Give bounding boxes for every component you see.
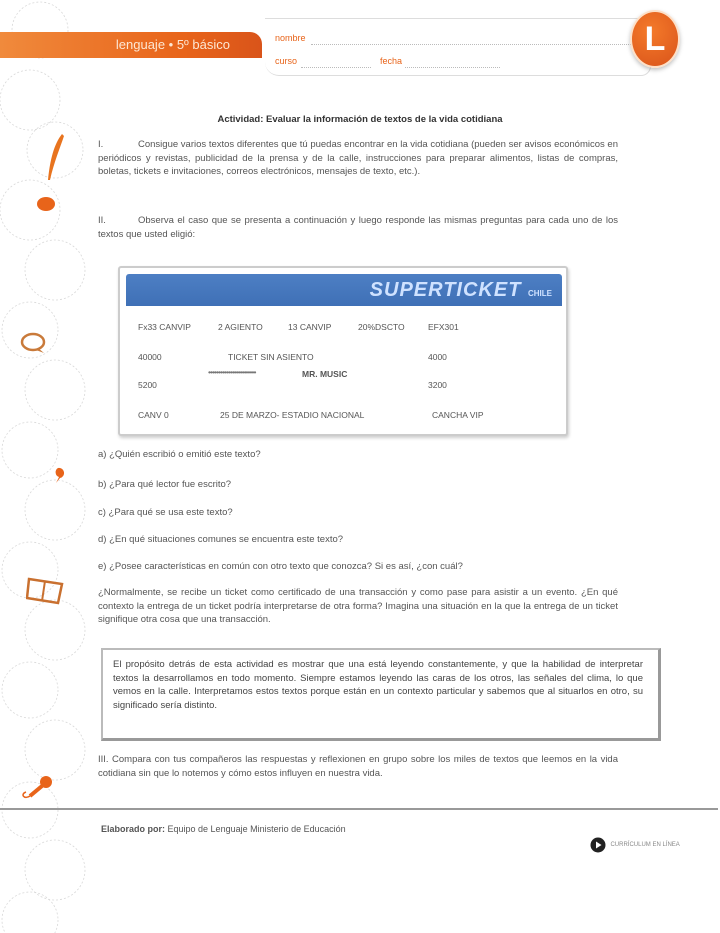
book-icon xyxy=(26,576,66,606)
ticket-cell: EFX301 xyxy=(428,322,459,332)
nombre-label: nombre xyxy=(275,33,306,43)
language-badge: L xyxy=(630,10,680,68)
curso-field[interactable] xyxy=(301,66,371,68)
fecha-field[interactable] xyxy=(405,66,500,68)
quill-icon xyxy=(44,132,66,184)
comma-icon xyxy=(54,466,66,484)
footer-text: Equipo de Lenguaje Ministerio de Educación xyxy=(165,824,346,834)
logo-text: CURRÍCULUM EN LÍNEA xyxy=(610,841,680,848)
question-e: e) ¿Posee características en común con otro texto que conozca? Si es así, ¿con cuál? xyxy=(98,561,463,572)
teacher-note-text: El propósito detrás de esta actividad es mostrar que una está leyendo constantemente, y que la habilidad de interpretar textos la desarrollamos en todo momento. Siempre estamos leyendo las caras de los otros, las señales del clima, lo que vemos en la calle. Interpretamos estos textos porque están en un contexto particular y sabemos que al situarlos en otro, su significado sería distinto. xyxy=(113,659,643,711)
question-d: d) ¿En qué situaciones comunes se encuentra este texto? xyxy=(98,534,344,545)
footer-credit xyxy=(101,824,346,834)
nombre-field[interactable] xyxy=(311,43,631,45)
section-2 xyxy=(98,214,618,241)
ticket-cell: 4000 xyxy=(428,352,447,362)
ticket-cell: 2 AGIENTO xyxy=(218,322,263,332)
ticket-cell: 3200 xyxy=(428,380,447,390)
ticket-cell: MR. MUSIC xyxy=(302,369,348,379)
section-2-number: II. xyxy=(98,215,106,226)
section-1-number: I. xyxy=(98,139,104,150)
speech-bubble-icon xyxy=(20,332,46,354)
student-info-box xyxy=(265,18,651,76)
activity-title: Actividad: Evaluar la información de textos de la vida cotidiana xyxy=(217,114,503,125)
superticket-image xyxy=(118,266,568,436)
ticket-cell: 13 CANVIP xyxy=(288,322,332,332)
ink-blot-icon xyxy=(36,196,56,212)
section-1 xyxy=(98,138,618,179)
ticket-cell: 40000 xyxy=(138,352,162,362)
section-2-text: Observa el caso que se presenta a continuación y luego responde las mismas preguntas para cada uno de los textos que usted eligió: xyxy=(98,215,618,240)
play-circle-icon xyxy=(590,837,606,853)
microphone-icon xyxy=(18,774,54,802)
teacher-note-box xyxy=(101,648,661,741)
subject-grade-label: lenguaje • 5º básico xyxy=(115,37,230,52)
ticket-cell: CANV 0 xyxy=(138,410,169,420)
ticket-dots: •••••••••••••••••••••••• xyxy=(208,367,256,377)
ticket-cell: 5200 xyxy=(138,380,157,390)
ticket-brand: SUPERTICKET CHILE xyxy=(369,279,552,301)
ticket-cell: 20%DSCTO xyxy=(358,322,405,332)
footer-divider xyxy=(0,808,718,810)
question-a: a) ¿Quién escribió o emitió este texto? xyxy=(98,449,261,460)
footer-label: Elaborado por: xyxy=(101,824,166,834)
extra-paragraph: ¿Normalmente, se recibe un ticket como certificado de una transacción y como pase para asistir a un evento. ¿En qué contexto la entrega de un ticket podría interpretarse de otra forma? Imagina una situación en la que la entrega de un ticket signifique otra cosa que una transacción. xyxy=(98,587,618,625)
subject-band xyxy=(0,32,262,58)
curriculum-logo xyxy=(590,836,680,854)
ticket-cell: Fx33 CANVIP xyxy=(138,322,191,332)
ticket-cell: CANCHA VIP xyxy=(432,410,484,420)
ticket-cell: TICKET SIN ASIENTO xyxy=(228,352,314,362)
section-3: III. Compara con tus compañeros las respuestas y reflexionen en grupo sobre los miles de textos que leemos en la vida cotidiana sin que lo notemos y cómo estos influyen en nuestra vida. xyxy=(98,754,618,779)
curso-label: curso xyxy=(275,56,298,66)
section-1-text: Consigue varios textos diferentes que tú puedas encontrar en la vida cotidiana (pueden ser avisos económicos en periódicos y revistas, publicidad de la prensa y de la calle, instrucciones para preparar alimentos, listas de compras, boletas, tickets e invitaciones, correos electrónicos, mensajes de texto, etc.). xyxy=(98,139,618,177)
fecha-label: fecha xyxy=(380,56,403,66)
question-b: b) ¿Para qué lector fue escrito? xyxy=(98,479,232,490)
question-c: c) ¿Para qué se usa este texto? xyxy=(98,507,233,518)
ticket-cell: 25 DE MARZO- ESTADIO NACIONAL xyxy=(220,410,365,420)
ticket-header xyxy=(126,274,562,306)
